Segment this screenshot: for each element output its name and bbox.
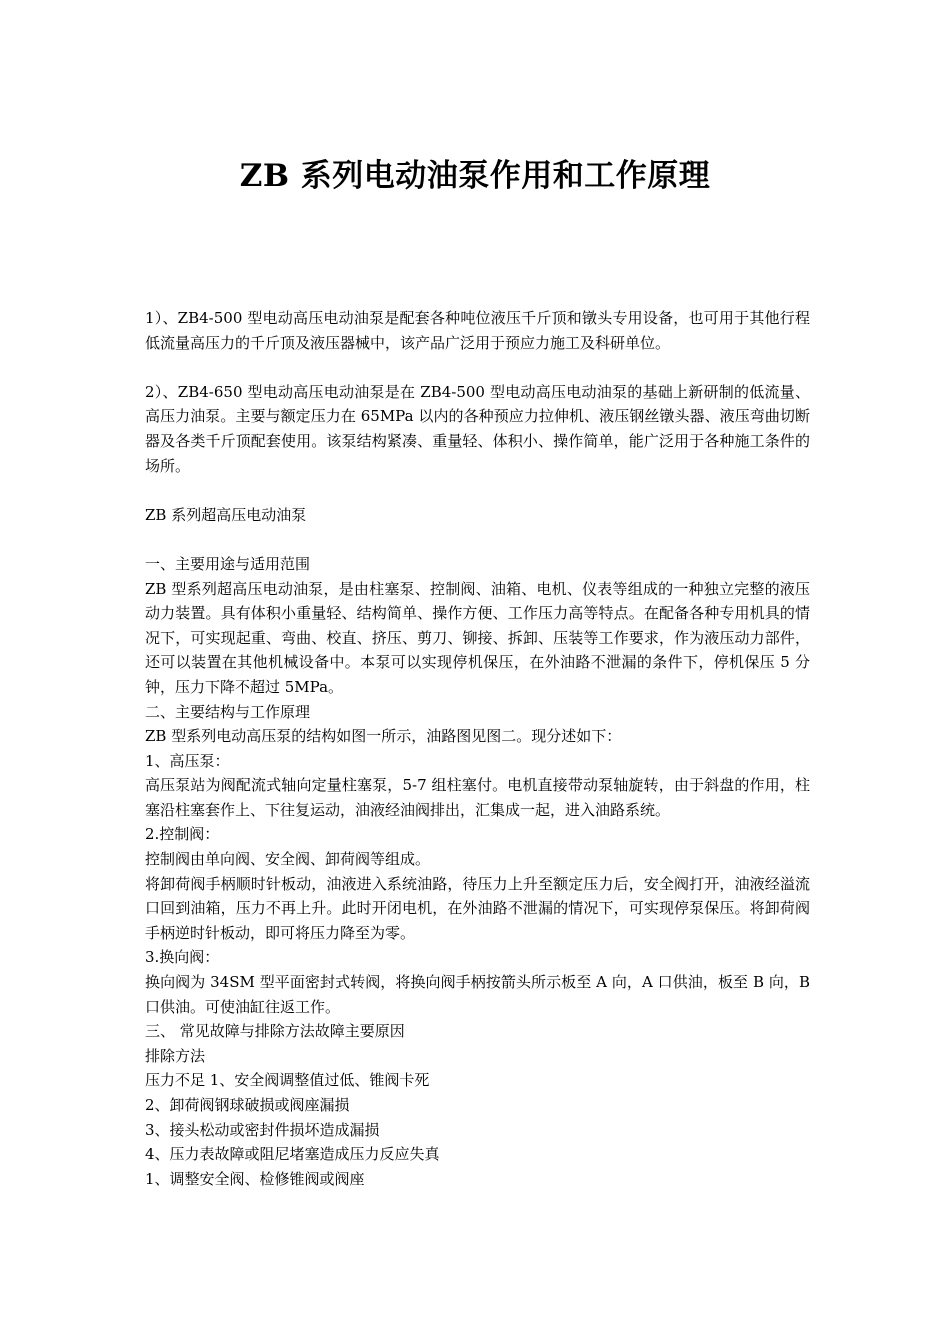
faults-remedy-label: 排除方法 [145, 1046, 206, 1065]
paragraph-gap [145, 355, 810, 380]
remedy-item: 1、调整安全阀、检修锥阀或阀座 [145, 1169, 365, 1188]
paragraph-zb4-650: 2）、ZB4-650 型电动高压电动油泵是在 ZB4-500 型电动高压电动油泵的基础上新研制的低流量、高压力油泵。主要与额定压力在 65MPa 以内的各种预应力拉伸机、液压钢丝镦头器、液压弯曲切断器及各类千斤顶配套使用。该泵结构紧凑、重量轻、体积小、操作简单，能广泛用于各种施工条件的场所。 [145, 382, 810, 475]
paragraph-gap [145, 527, 810, 552]
paragraph-reversing-valve: 换向阀为 34SM 型平面密封式转阀，将换向阀手柄按箭头所示板至 A 向，A 口供油，板至 B 向，B 口供油。可使油缸往返工作。 [145, 973, 810, 1016]
fault-item: 4、压力表故障或阻尼堵塞造成压力反应失真 [145, 1145, 440, 1164]
document-body [145, 306, 810, 1191]
paragraph-purpose: ZB 型系列超高压电动油泵，是由柱塞泵、控制阀、油箱、电机、仪表等组成的一种独立完整的液压动力装置。具有体积小重量轻、结构简单、操作方便、工作压力高等特点。在配备各种专用机具的情况下，可实现起重、弯曲、校直、挤压、剪刀、铆接、拆卸、压装等工作要求，作为液压动力部件，还可以装置在其他机械设备中。本泵可以实现停机保压，在外油路不泄漏的条件下，停机保压 5 分钟，压力下降不超过 5MPa。 [145, 579, 810, 696]
subheading-high-pressure-pump: 1、高压泵： [145, 751, 230, 770]
paragraph-gap [145, 478, 810, 503]
fault-item: 压力不足 1、安全阀调整值过低、锥阀卡死 [145, 1071, 430, 1090]
document-title: ZB 系列电动油泵作用和工作原理 [239, 158, 711, 194]
fault-item: 2、卸荷阀钢球破损或阀座漏损 [145, 1096, 350, 1114]
section-heading-faults: 三、 常见故障与排除方法故障主要原因 [145, 1022, 405, 1041]
paragraph-control-valve-parts: 控制阀由单向阀、安全阀、卸荷阀等组成。 [145, 850, 431, 869]
section-heading-purpose: 一、主要用途与适用范围 [145, 554, 311, 573]
paragraph-high-pressure-pump: 高压泵站为阀配流式轴向定量柱塞泵，5-7 组柱塞付。电机直接带动泵轴旋转，由于斜盘的作用，柱塞沿柱塞套作上、下往复运动，油液经油阀排出，汇集成一起，进入油路系统。 [145, 776, 810, 819]
subheading-control-valve: 2.控制阀： [145, 825, 220, 844]
subheading-reversing-valve: 3.换向阀： [145, 948, 220, 967]
fault-item: 3、接头松动或密封件损坏造成漏损 [145, 1120, 380, 1139]
section-heading-structure: 二、主要结构与工作原理 [145, 702, 311, 721]
paragraph-structure-intro: ZB 型系列电动高压泵的结构如图一所示，油路图见图二。现分述如下： [145, 727, 622, 746]
paragraph-zb4-500: 1）、ZB4-500 型电动高压电动油泵是配套各种吨位液压千斤顶和镦头专用设备，也可用于其他行程低流量高压力的千斤顶及液压器械中，该产品广泛用于预应力施工及科研单位。 [145, 309, 810, 352]
section-heading-series: ZB 系列超高压电动油泵 [145, 505, 307, 524]
paragraph-control-valve-operation: 将卸荷阀手柄顺时针板动，油液进入系统油路，待压力上升至额定压力后，安全阀打开，油液经溢流口回到油箱，压力不再上升。此时开闭电机，在外油路不泄漏的情况下，可实现停泵保压。将卸荷阀手柄逆时针板动，即可将压力降至为零。 [145, 874, 810, 942]
